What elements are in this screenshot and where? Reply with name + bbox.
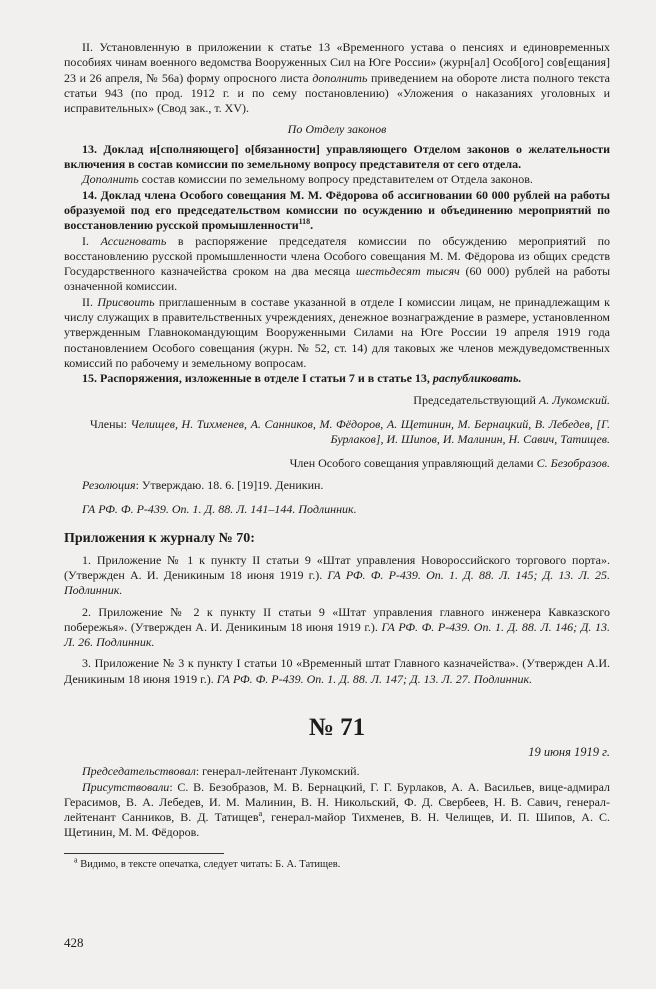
appendix-2: 2. Приложение № 2 к пункту II статьи 9 «Штат управления главного инженера Кавказского побережья». (Утвержден А. И. Деникиным 18 июня 1919 г.). ГА РФ. Ф. Р-439. Оп. 1. Д. 88. Л. 146; Д. 13. Л. 26. Подлинник.: [64, 604, 610, 650]
item-14-title: 14. Доклад члена Особого совещания М. М. Фёдорова об ассигновании 60 000 рублей на работы образуемой под его председательством комиссии по осуждению и объединению мероприятий по восстановлению русской промышленности$^{118}$.: [64, 187, 610, 233]
item-13-title: 13. Доклад и[сполняющего] о[бязанности] управляющего Отделом законов о желательности включения в состав комиссии по земельному вопросу представителя от сего отдела.: [64, 141, 610, 172]
footnote: $^а$ Видимо, в тексте опечатка, следует читать: Б. А. Татищев.: [74, 855, 341, 870]
appendices-heading: Приложения к журналу № 70:: [64, 531, 255, 547]
journal-date: 19 июня 1919 г.: [528, 744, 610, 759]
chairman-signature: Председательствующий А. Лукомский.: [413, 392, 610, 407]
appendix-1: 1. Приложение № 1 к пункту II статьи 9 «Штат управления Новороссийского торгового порта». (Утвержден А. И. Деникиным 18 июня 1919 г.). ГА РФ. Ф. Р-439. Оп. 1. Д. 88. Л. 145; Д. 13. Л. 25. Подлинник.: [64, 552, 611, 598]
item-14-section-i: I. Ассигновать в распоряжение председателя комиссии по обсуждению мероприятий по восстановлению русской промышленности члена Особого совещания М. М. Фёдорова из общих средств Государственного казначейства сроком на два месяца шестьдесят тысяч (60 000) рублей на работы означенной комиссии.: [64, 233, 610, 294]
resolution: Резолюция: Утверждаю. 18. 6. [19]19. Деникин.: [82, 477, 324, 492]
item-15-title: 15. Распоряжения, изложенные в отделе I статьи 7 и в статье 13, распубликовать.: [82, 371, 522, 386]
department-heading: По Отделу законов: [287, 122, 387, 137]
footnote-ref-a: а: [258, 809, 263, 819]
journal-number: № 71: [308, 713, 366, 741]
item-14-section-ii: II. Присвоить приглашенным в составе указанной в отделе I комиссии лицам, не принадлежащим к числу служащих в правительственных учреждениях, денежное вознаграждение в размере, установленном утвержденным Главнокомандующим Вооруженными Силами на Юге России 19 апреля 1919 года постановлением Особого совещания (журн. № 52, ст. 14) для таковых же членов междуведомственных комиссий по рабочему и земельному вопросам.: [64, 294, 610, 370]
appendix-3: 3. Приложение № 3 к пункту I статьи 10 «Временный штат Главного казначейства». (Утвержден А.И. Деникиным 18 июня 1919 г.). ГА РФ. Ф. Р-439. Оп. 1. Д. 88. Л. 147; Д. 13. Л. 27. Подлинник.: [64, 656, 610, 686]
manager-signature: Член Особого совещания управляющий делами С. Безобразов.: [289, 456, 610, 471]
present-line: Присутствовали: С. В. Безобразов, М. В. Бернацкий, Г. Г. Бурлаков, А. А. Васильев, вице-адмирал Герасимов, В. А. Лебедев, И. М. Малинин, В. Н. Никольский, Ф. Д. Свербеев, Н. В. Савич, генерал-лейтенант Санников, В. Д. Татищев$^а$, генерал-майор Тихменев, В. Н. Челищев, И. П. Шипов, А. С. Щетинин, М. М. Фёдоров.: [64, 779, 611, 840]
item-13-resolution: Дополнить состав комиссии по земельному вопросу представителем от Отдела законов.: [82, 172, 533, 187]
members-signatures: Члены: Челищев, Н. Тихменев, А. Санников, М. Фёдоров, А. Щетинин, М. Бернацкий, В. Лебедев, [Г. Бурлаков], И. Шипов, И. Малинин, Н. Савич, Татищев.: [90, 416, 611, 447]
footnote-divider: [64, 853, 224, 854]
presided-line: Председательствовал: генерал-лейтенант Лукомский.: [82, 764, 360, 779]
archive-reference: ГА РФ. Ф. Р-439. Оп. 1. Д. 88. Л. 141–144. Подлинник.: [82, 502, 357, 517]
footnote-ref-118: 118: [298, 217, 311, 227]
paragraph-article13-form: II. Установленную в приложении к статье 13 «Временного устава о пенсиях и единовременных пособиях чинам военного ведомства Вооруженных Сил на Юге России» (журн[ал] Особ[ого] сов[ещания] 23 и 26 апреля, № 56а) форму опросного листа дополнить приведением на обороте листа полного текста статьи 943 (по прод. 1912 г. и по сему постановлению) «Уложения о наказаниях уголовных и исправительных» (Свод зак., т. XV).: [64, 40, 610, 116]
page-number: 428: [64, 935, 84, 950]
page-content: [64, 40, 610, 871]
